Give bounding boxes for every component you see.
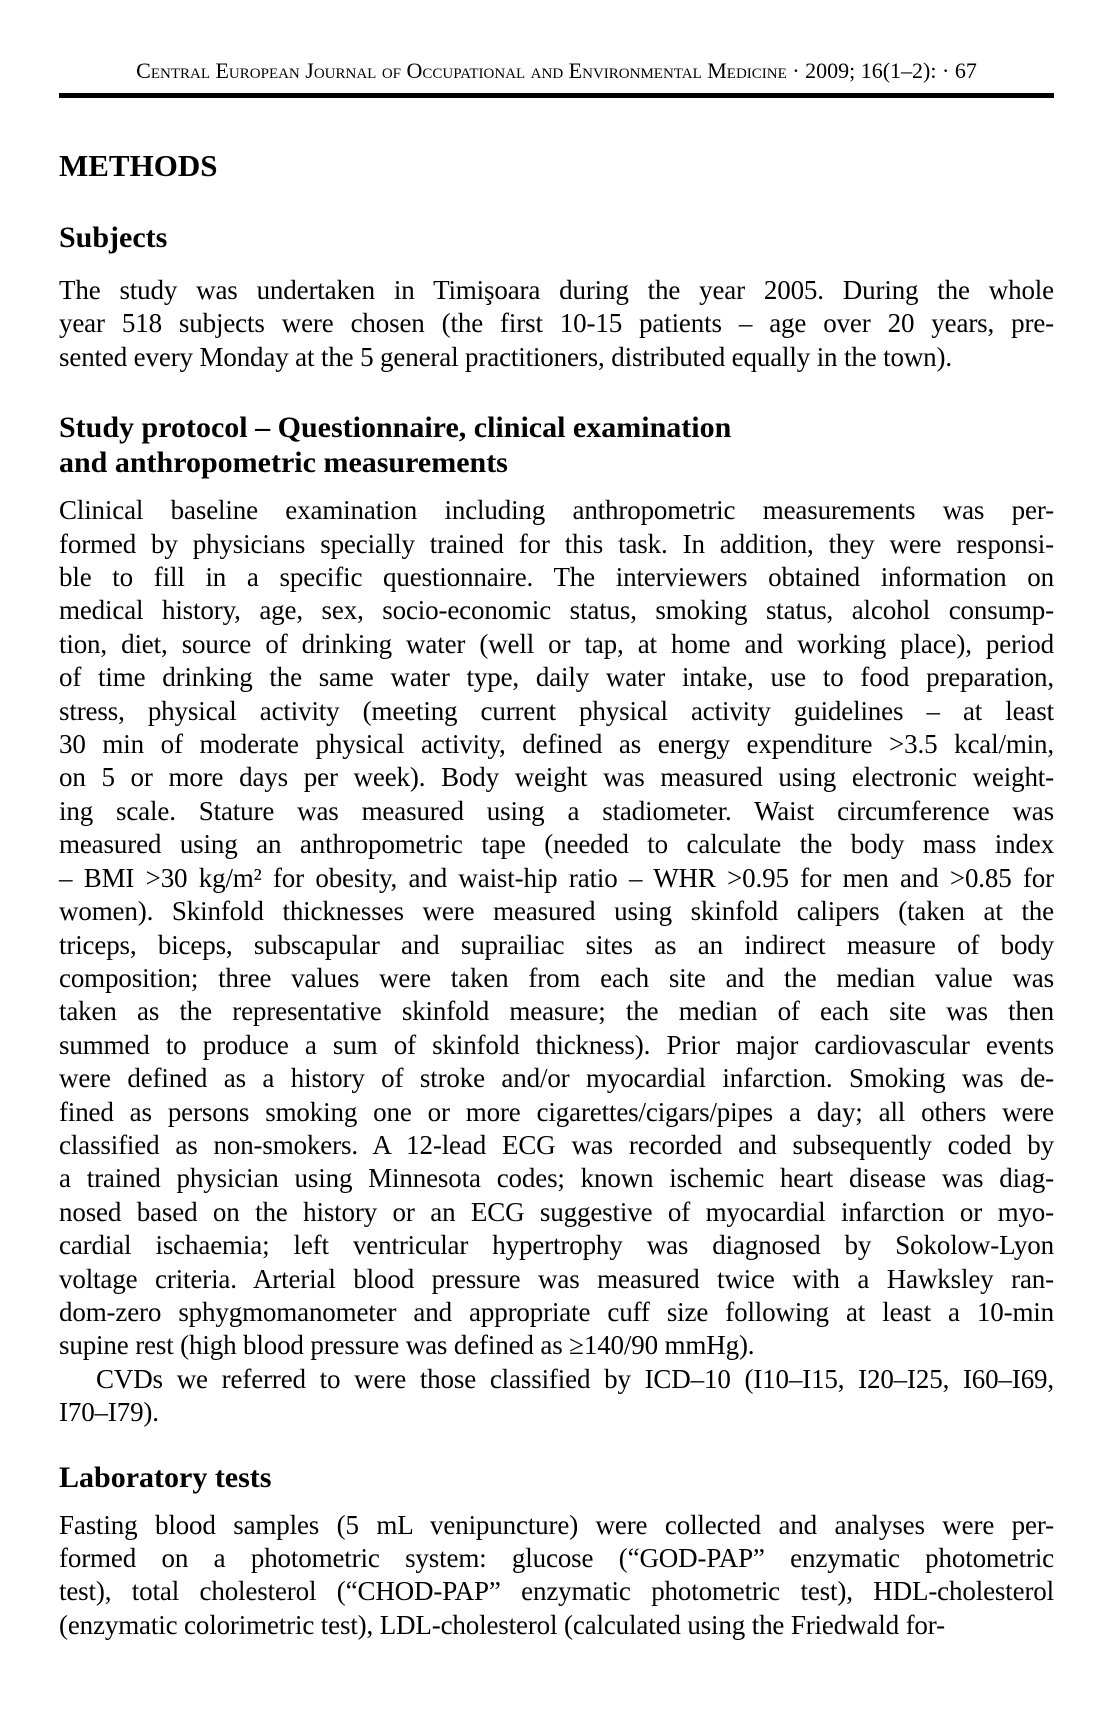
text-line: – BMI >30 kg/m² for obesity, and waist-hip ratio – WHR >0.95 for men and >0.85 for: [59, 862, 1054, 893]
text-line: taken as the representative skinfold measure; the median of each site was then: [59, 996, 1054, 1027]
text-line: (enzymatic colorimetric test), LDL-cholesterol (calculated using the Friedwald for-: [59, 1609, 945, 1640]
study-protocol-paragraph: [59, 494, 1054, 1363]
text-line: Fasting blood samples (5 mL venipuncture) were collected and analyses were per-: [59, 1509, 1054, 1540]
text-line: I70–I79).: [59, 1397, 159, 1428]
page-content: [59, 0, 1054, 1642]
text-line: cardial ischaemia; left ventricular hypertrophy was diagnosed by Sokolow-Lyon: [59, 1230, 1054, 1261]
text-line: ble to fill in a specific questionnaire. The interviewers obtained information on: [59, 562, 1054, 593]
text-line: formed on a photometric system: glucose (“GOD-PAP” enzymatic photometric: [59, 1543, 1054, 1573]
text-line: Clinical baseline examination including anthropometric measurements was per-: [59, 495, 1054, 526]
text-line: The study was undertaken in Timişoara during the year 2005. During the whole: [59, 275, 1054, 305]
text-line: 30 min of moderate physical activity, defined as energy expenditure >3.5 kcal/min,: [59, 729, 1054, 760]
text-line: formed by physicians specially trained for this task. In addition, they were responsi-: [59, 528, 1054, 559]
text-line: composition; three values were taken from each site and the median value was: [59, 962, 1054, 993]
text-line: triceps, biceps, subscapular and suprailiac sites as an indirect measure of body: [59, 929, 1054, 960]
text-line: ing scale. Stature was measured using a stadiometer. Waist circumference was: [59, 795, 1054, 826]
text-line: on 5 or more days per week). Body weight was measured using electronic weight-: [59, 762, 1054, 793]
laboratory-tests-heading: Laboratory tests: [59, 1460, 272, 1494]
text-line: classified as non-smokers. A 12-lead ECG was recorded and subsequently coded by: [59, 1129, 1054, 1160]
text-line: tion, diet, source of drinking water (well or tap, at home and working place), period: [59, 628, 1054, 659]
text-line: summed to produce a sum of skinfold thickness). Prior major cardiovascular events: [59, 1029, 1054, 1060]
text-line: year 518 subjects were chosen (the first 10-15 patients – age over 20 years, pre-: [59, 308, 1054, 339]
text-line: women). Skinfold thicknesses were measured using skinfold calipers (taken at the: [59, 896, 1054, 927]
text-line: were defined as a history of stroke and/or myocardial infarction. Smoking was de-: [59, 1063, 1054, 1094]
text-line: stress, physical activity (meeting current physical activity guidelines – at least: [59, 695, 1054, 726]
text-line: medical history, age, sex, socio-economic status, smoking status, alcohol consump-: [59, 595, 1054, 626]
text-line: of time drinking the same water type, daily water intake, use to food preparation,: [59, 662, 1054, 693]
text-line: supine rest (high blood pressure was defined as ≥140/90 mmHg).: [59, 1330, 755, 1361]
text-line: dom-zero sphygmomanometer and appropriate cuff size following at least a 10-min: [59, 1296, 1054, 1327]
subjects-heading: Subjects: [59, 221, 168, 254]
subjects-paragraph: [59, 274, 1054, 374]
text-line: measured using an anthropometric tape (needed to calculate the body mass index: [59, 829, 1054, 860]
text-line: a trained physician using Minnesota codes; known ischemic heart disease was diag-: [59, 1163, 1054, 1194]
cvd-classification-paragraph: [59, 1363, 1054, 1430]
laboratory-tests-paragraph: [59, 1509, 1054, 1643]
methods-title: METHODS: [59, 148, 218, 183]
text-line: sented every Monday at the 5 general practitioners, distributed equally in the town).: [59, 341, 952, 372]
text-line: CVDs we referred to were those classified by ICD–10 (I10–I15, I20–I25, I60–I69,: [96, 1363, 1054, 1394]
study-protocol-heading-line1: Study protocol – Questionnaire, clinical examination: [59, 411, 732, 445]
text-line: nosed based on the history or an ECG suggestive of myocardial infarction or myo-: [59, 1196, 1054, 1227]
journal-header-line: Central European Journal of Occupational and Environmental Medicine · 2009; 16(1–2): · 67: [136, 58, 977, 83]
text-line: test), total cholesterol (“CHOD-PAP” enzymatic photometric test), HDL-cholesterol: [59, 1576, 1054, 1607]
text-line: voltage criteria. Arterial blood pressure was measured twice with a Hawksley ran-: [59, 1263, 1054, 1294]
text-line: fined as persons smoking one or more cigarettes/cigars/pipes a day; all others were: [59, 1096, 1054, 1127]
study-protocol-heading-line2: and anthropometric measurements: [59, 446, 508, 480]
header-divider-rule: [59, 93, 1054, 98]
study-protocol-heading: [59, 410, 1054, 480]
